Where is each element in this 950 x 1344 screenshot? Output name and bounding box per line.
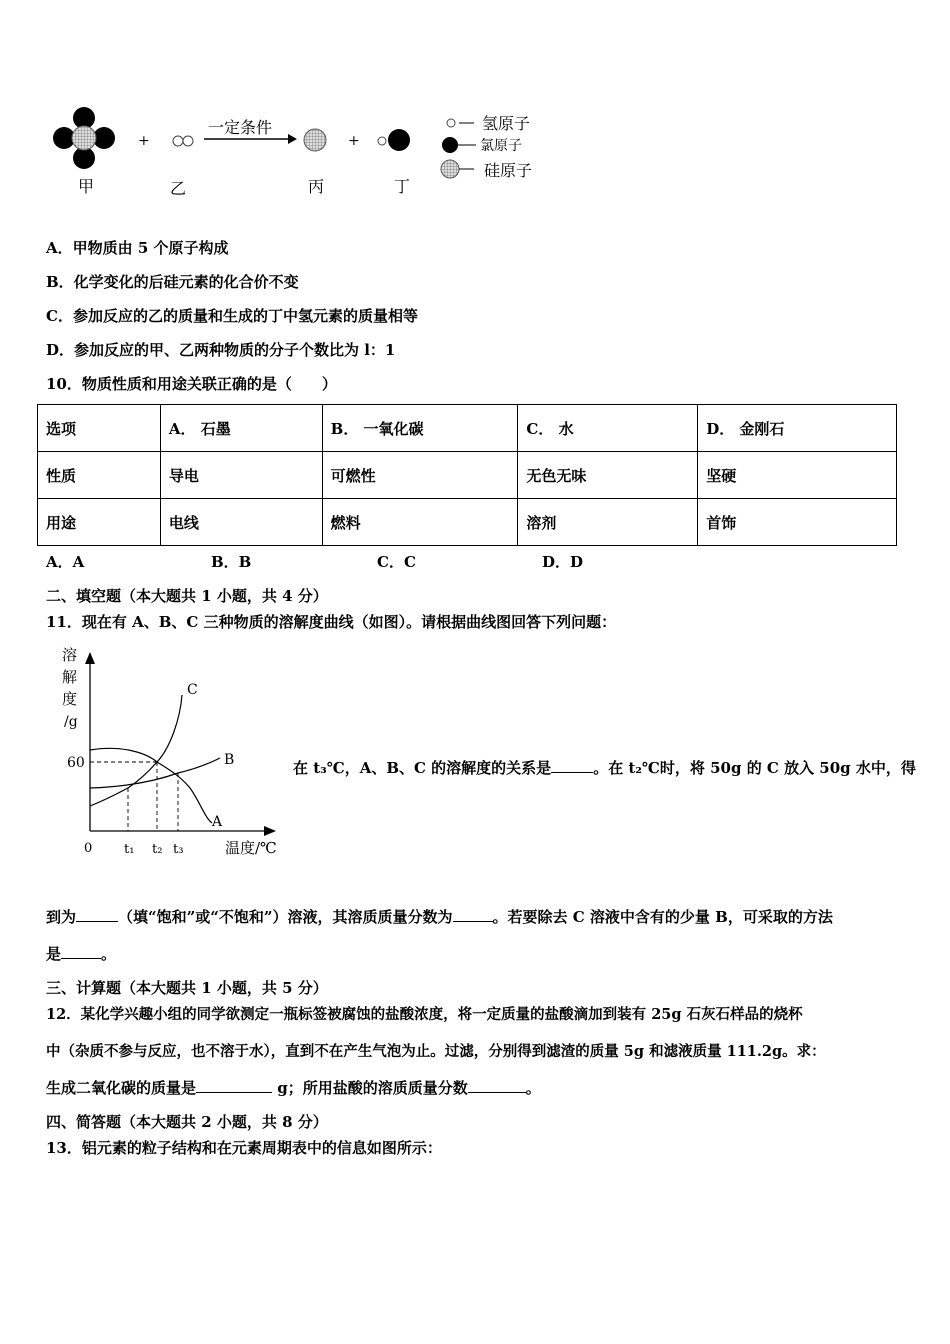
- table-row: [38, 452, 897, 499]
- answer-blank[interactable]: [76, 907, 118, 922]
- hydrogen-atom-icon: [447, 119, 455, 127]
- reaction-condition: 一定条件: [208, 118, 273, 137]
- q12-line-2: 中（杂质不参与反应，也不溶于水），直到不在产生气泡为止。过滤，分别得到滤渣的质量 5g 和滤液质量 111.2g。求：: [46, 1043, 826, 1060]
- table-cell: D． 金刚石: [698, 405, 897, 452]
- answer-blank[interactable]: [61, 944, 101, 959]
- y-label-1: 溶: [62, 646, 78, 664]
- legend-chlorine: 氯原子: [480, 138, 522, 154]
- q12-text: 生成二氧化碳的质量是: [46, 1079, 197, 1097]
- legend-silicon: 硅原子: [484, 161, 533, 180]
- q10-option-c: C．C: [377, 553, 416, 571]
- q11-line-3: [46, 943, 116, 964]
- q9-option-b: B．化学变化的后硅元素的化合价不变: [46, 273, 299, 291]
- section-4-heading: 四、简答题（本大题共 2 小题，共 8 分）: [46, 1113, 328, 1131]
- section-2-heading: 二、填空题（本大题共 1 小题，共 4 分）: [46, 587, 328, 605]
- table-cell: 首饰: [698, 499, 897, 546]
- table-cell: B． 一氧化碳: [322, 405, 518, 452]
- x-tick-t3: t₃: [173, 842, 184, 857]
- q10-option-a: A．A: [46, 553, 85, 571]
- label-yi: 乙: [170, 179, 187, 198]
- answer-blank[interactable]: [196, 1078, 272, 1093]
- y-label-3: 度: [62, 690, 78, 708]
- table-cell: 性质: [38, 452, 161, 499]
- reaction-diagram: [0, 100, 560, 200]
- answer-blank[interactable]: [468, 1078, 526, 1093]
- origin-label: 0: [84, 841, 93, 856]
- q12-text: g；所用盐酸的溶质质量分数: [277, 1079, 468, 1097]
- q11-text: 。在 t₂℃时，将 50g 的 C 放入 50g 水中，得: [593, 759, 916, 777]
- label-jia: 甲: [78, 177, 95, 196]
- x-axis-arrow-icon: [264, 826, 276, 836]
- table-cell: 无色无味: [518, 452, 698, 499]
- q11-stem: 11．现在有 A、B、C 三种物质的溶解度曲线（如图）。请根据曲线图回答下列问题：: [46, 613, 617, 631]
- q11-line-2: [46, 906, 833, 927]
- curve-b: [90, 758, 220, 788]
- x-axis-label: 温度/℃: [225, 839, 277, 857]
- legend-hydrogen: 氢原子: [482, 114, 531, 133]
- legend: [441, 114, 532, 180]
- curve-label-c: C: [187, 682, 198, 698]
- table-cell: C． 水: [518, 405, 698, 452]
- q9-option-a: A．甲物质由 5 个原子构成: [46, 239, 229, 257]
- q12-line-3: [46, 1077, 541, 1098]
- q12-line-1: 12．某化学兴趣小组的同学欲测定一瓶标签被腐蚀的盐酸浓度，将一定质量的盐酸滴加到装有 25g 石灰石样品的烧杯: [46, 1006, 803, 1023]
- q10-option-b: B．B: [211, 553, 252, 571]
- answer-blank[interactable]: [453, 907, 493, 922]
- plus-sign: +: [348, 133, 360, 149]
- q9-option-c: C．参加反应的乙的质量和生成的丁中氢元素的质量相等: [46, 307, 418, 325]
- q11-text: 在 t₃℃，A、B、C 的溶解度的关系是: [293, 759, 552, 777]
- guide-lines: [90, 762, 178, 831]
- q11-text: （填“饱和”或“不饱和”）溶液，其溶质质量分数为: [118, 908, 453, 926]
- table-cell: 溶剂: [518, 499, 698, 546]
- q12-text: 。: [525, 1079, 541, 1097]
- table-cell: 燃料: [322, 499, 518, 546]
- molecule-jia: [53, 107, 115, 169]
- curve-a: [90, 748, 212, 823]
- curve-label-a: A: [212, 814, 223, 830]
- q11-text: 。: [101, 945, 117, 963]
- table-cell: 用途: [38, 499, 161, 546]
- q10-option-d: D．D: [542, 553, 584, 571]
- molecule-yi: [173, 136, 193, 146]
- table-cell: 导电: [160, 452, 322, 499]
- label-bing: 丙: [308, 177, 325, 196]
- molecule-bing: [304, 129, 326, 151]
- table-cell: 选项: [38, 405, 161, 452]
- table-cell: 可燃性: [322, 452, 518, 499]
- y-label-2: 解: [62, 668, 78, 686]
- q11-text: 。若要除去 C 溶液中含有的少量 B，可采取的方法: [492, 908, 833, 926]
- table-cell: 电线: [160, 499, 322, 546]
- table-cell: 坚硬: [698, 452, 897, 499]
- y-tick-60: 60: [67, 755, 85, 771]
- chlorine-atom-icon: [442, 137, 458, 153]
- x-tick-t2: t₂: [152, 842, 163, 857]
- table-cell: A． 石墨: [160, 405, 322, 452]
- table-row: [38, 499, 897, 546]
- y-axis-arrow-icon: [85, 652, 95, 664]
- q11-text: 是: [46, 945, 62, 963]
- curve-c: [90, 695, 182, 806]
- silicon-atom-icon: [441, 160, 459, 178]
- q10-stem: 10．物质性质和用途关联正确的是（ ）: [46, 375, 337, 393]
- y-label-4: /g: [64, 714, 78, 730]
- x-tick-t1: t₁: [124, 842, 135, 857]
- q13-stem: 13．铝元素的粒子结构和在元素周期表中的信息如图所示：: [46, 1139, 442, 1157]
- curve-label-b: B: [224, 752, 235, 768]
- q10-table: [37, 404, 897, 546]
- table-row: [38, 405, 897, 452]
- q11-text: 到为: [46, 908, 77, 926]
- label-ding: 丁: [394, 177, 411, 196]
- q11-line-1: [293, 757, 916, 778]
- section-3-heading: 三、计算题（本大题共 1 小题，共 5 分）: [46, 979, 328, 997]
- solubility-chart: [40, 640, 290, 865]
- molecule-ding: [378, 129, 410, 151]
- q9-option-d: D．参加反应的甲、乙两种物质的分子个数比为 l：1: [46, 341, 396, 359]
- answer-blank[interactable]: [551, 758, 593, 773]
- plus-sign: +: [138, 133, 150, 149]
